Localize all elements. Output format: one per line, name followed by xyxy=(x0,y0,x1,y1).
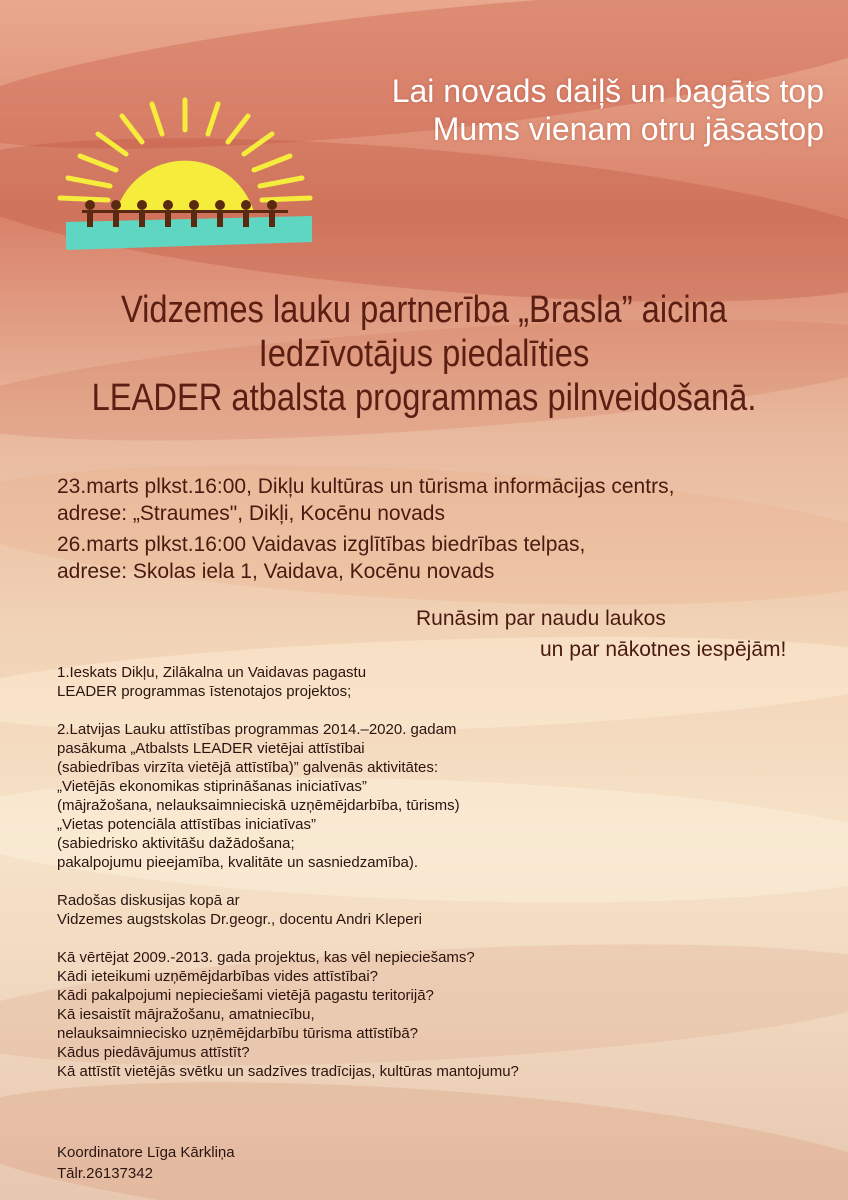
motto-line-1: Runāsim par naudu laukos xyxy=(416,607,666,630)
event-2-line-1: 26.marts plkst.16:00 Vaidavas izglītības biedrības telpas, xyxy=(57,533,586,556)
slogan xyxy=(392,72,824,148)
item-2-line: (mājražošana, nelauksaimnieciskā uzņēmējdarbība, tūrisms) xyxy=(57,797,460,814)
sun-icon xyxy=(116,161,254,212)
question-line: nelauksaimniecisko uzņēmējdarbību tūrisma attīstībā? xyxy=(57,1025,419,1042)
item-1-line: LEADER programmas īstenotajos projektos; xyxy=(57,683,352,700)
item-2-line: pasākuma „Atbalsts LEADER vietējai attīstībai xyxy=(57,740,365,757)
question-line: Kā iesaistīt mājražošanu, amatniecību, xyxy=(57,1006,315,1023)
motto-line-2: un par nākotnes iespējām! xyxy=(540,638,787,661)
headline-line-3: LEADER atbalsta programmas pilnveidošanā. xyxy=(91,377,757,419)
headline xyxy=(0,288,848,420)
item-2-line: (sabiedrisko aktivitāšu dažādošana; xyxy=(57,835,295,852)
event-2 xyxy=(57,531,585,585)
discussion-line: Radošas diskusijas kopā ar xyxy=(57,892,240,909)
headline-line-2: Iedzīvotājus piedalīties xyxy=(258,333,590,375)
contact-footer xyxy=(57,1142,235,1184)
item-2-line: „Vietējās ekonomikas stiprināšanas iniciatīvas” xyxy=(57,778,367,795)
question-line: Kādi ieteikumi uzņēmējdarbības vides attīstībai? xyxy=(57,968,379,985)
item-2-line: 2.Latvijas Lauku attīstības programmas 2014.–2020. gadam xyxy=(57,721,457,738)
slogan-line-1: Lai novads daiļš un bagāts top xyxy=(391,73,824,109)
headline-line-1: Vidzemes lauku partnerība „Brasla” aicina xyxy=(120,289,728,331)
item-2-line: „Vietas potenciāla attīstības iniciatīvas” xyxy=(57,816,317,833)
event-1-line-1: 23.marts plkst.16:00, Dikļu kultūras un tūrisma informācijas centrs, xyxy=(57,475,675,498)
question-line: Kā attīstīt vietējās svētku un sadzīves tradīcijas, kultūras mantojumu? xyxy=(57,1063,519,1080)
item-2-line: pakalpojumu pieejamība, kvalitāte un sasniedzamība). xyxy=(57,854,419,871)
phone-number: Tālr.26137342 xyxy=(57,1165,153,1182)
item-2-line: (sabiedrības virzīta vietējā attīstība)” galvenās aktivitātes: xyxy=(57,759,439,776)
question-line: Kā vērtējat 2009.-2013. gada projektus, kas vēl nepieciešams? xyxy=(57,949,475,966)
discussion-line: Vidzemes augstskolas Dr.geogr., docentu Andri Kleperi xyxy=(57,911,422,928)
question-line: Kādi pakalpojumi nepieciešami vietējā pagastu teritorijā? xyxy=(57,987,434,1004)
coordinator-name: Koordinatore Līga Kārkliņa xyxy=(57,1144,235,1161)
question-line: Kādus piedāvājumus attīstīt? xyxy=(57,1044,250,1061)
program-text xyxy=(57,663,519,1081)
event-1-line-2: adrese: „Straumes", Dikļi, Kocēnu novads xyxy=(57,502,445,525)
event-1 xyxy=(57,473,674,527)
item-1-line: 1.Ieskats Dikļu, Zilākalna un Vaidavas pagastu xyxy=(57,664,367,681)
sun-logo xyxy=(50,92,320,262)
event-2-line-2: adrese: Skolas iela 1, Vaidava, Kocēnu novads xyxy=(57,560,495,583)
ground-icon xyxy=(66,216,312,250)
slogan-line-2: Mums vienam otru jāsastop xyxy=(432,111,824,147)
